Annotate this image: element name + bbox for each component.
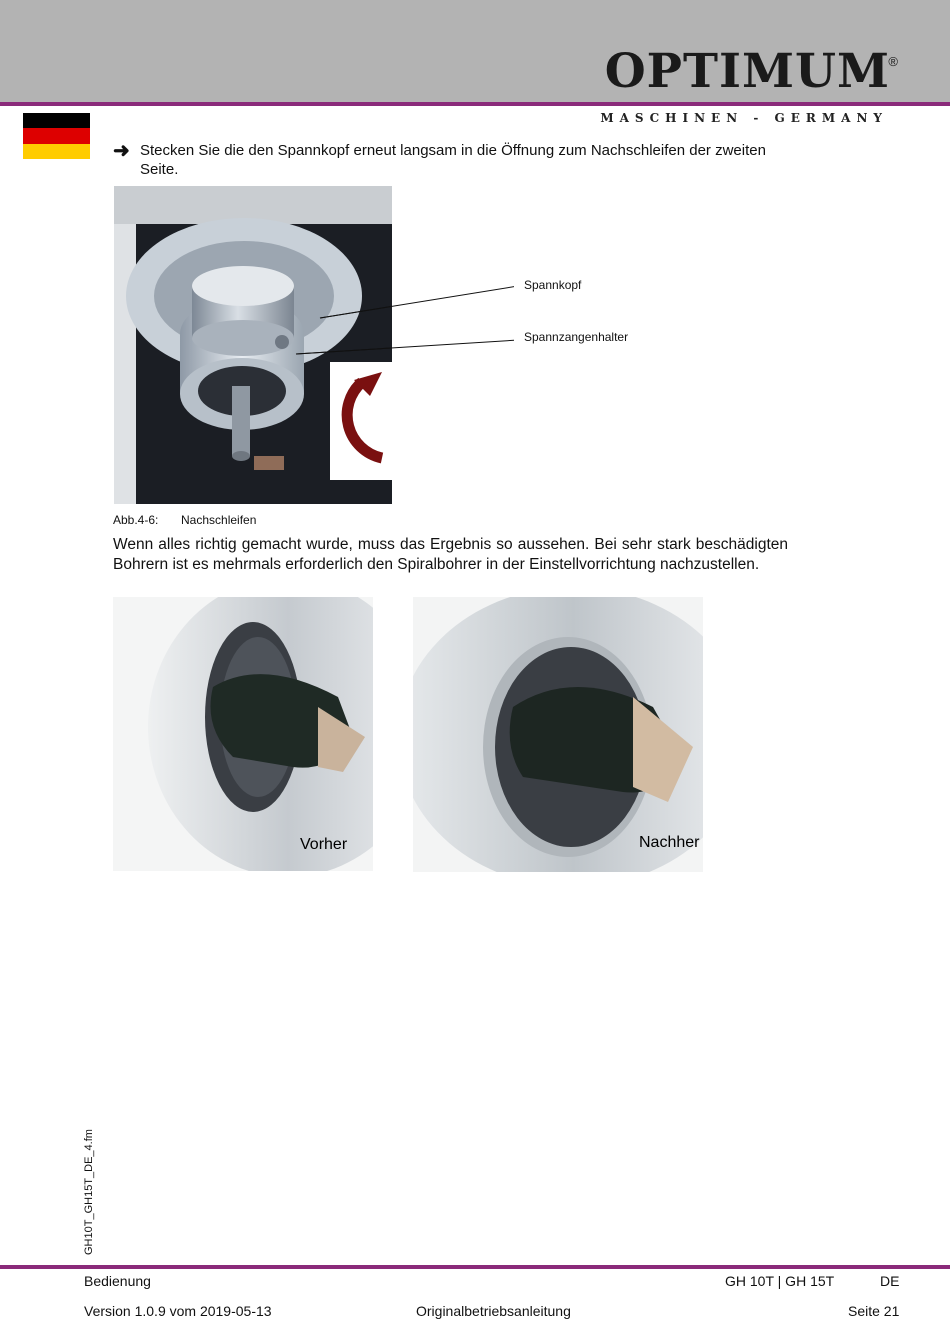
footer-models: GH 10T | GH 15T — [725, 1273, 835, 1289]
file-label: GH10T_GH15T_DE_4.fm — [83, 1129, 95, 1255]
header-rule — [0, 102, 950, 106]
registered-mark: ® — [888, 54, 898, 69]
vorher-label: Vorher — [300, 836, 348, 853]
brand-subtitle: MASCHINEN - GERMANY — [600, 111, 888, 125]
callout-spannkopf: Spannkopf — [524, 278, 582, 292]
figure-vorher — [113, 597, 373, 871]
footer-doc-type: Originalbetriebsanleitung — [416, 1303, 571, 1319]
arrow-right-icon: ➜ — [113, 140, 130, 162]
german-flag-icon — [23, 113, 90, 159]
body-paragraph: Wenn alles richtig gemacht wurde, muss das Ergebnis so aussehen. Bei sehr stark beschädigten Bohrern ist es mehrmals erforderlich den Spiralbohrer in der Einstellvorrichtung nachzustellen. — [113, 536, 788, 573]
footer-language: DE — [880, 1273, 900, 1289]
callout-spannzangenhalter: Spannzangenhalter — [524, 330, 629, 344]
footer-rule — [0, 1265, 950, 1269]
brand-logo: OPTIMUM — [604, 44, 890, 99]
figure-nachschleifen — [114, 186, 514, 504]
nachher-label: Nachher — [639, 834, 700, 851]
figure-nachher — [413, 597, 703, 872]
figure-caption-text: Nachschleifen — [181, 513, 257, 527]
instruction-text: Stecken Sie die den Spannkopf erneut langsam in die Öffnung zum Nachschleifen der zweiten Seite. — [140, 142, 766, 178]
footer-page: Seite 21 — [848, 1303, 900, 1319]
footer-section: Bedienung — [84, 1273, 151, 1289]
footer-version: Version 1.0.9 vom 2019-05-13 — [84, 1303, 272, 1319]
figure-caption-number: Abb.4-6: — [113, 513, 159, 527]
